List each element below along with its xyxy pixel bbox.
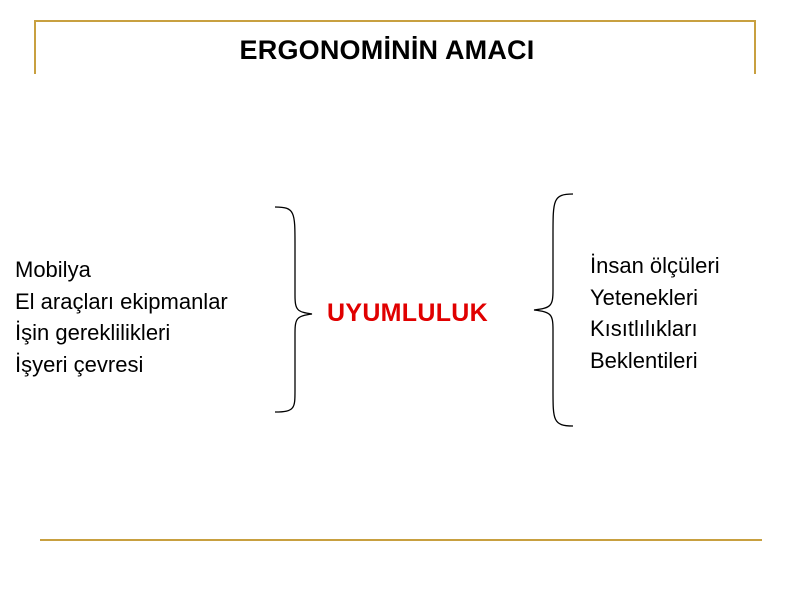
right-list-item: Kısıtlılıkları xyxy=(590,316,698,341)
left-list-item: İşin gereklilikleri xyxy=(15,320,171,345)
left-list-item: Mobilya xyxy=(15,257,91,282)
bottom-divider-line xyxy=(40,539,762,541)
left-curly-brace-icon xyxy=(528,190,578,430)
left-list-item: İşyeri çevresi xyxy=(15,351,144,377)
right-list-item: Beklentileri xyxy=(590,347,698,373)
right-list-item: İnsan ölçüleri xyxy=(590,253,720,278)
right-factor-list xyxy=(590,250,720,376)
left-factor-list xyxy=(15,254,228,380)
slide-title: ERGONOMİNİN AMACI xyxy=(239,35,535,65)
top-divider-line xyxy=(34,20,756,22)
right-list-item: Yetenekleri xyxy=(590,284,699,310)
left-list-item: El araçları ekipmanlar xyxy=(15,288,228,314)
center-term: UYUMLULUK xyxy=(327,299,489,327)
right-curly-brace-icon xyxy=(270,200,320,420)
